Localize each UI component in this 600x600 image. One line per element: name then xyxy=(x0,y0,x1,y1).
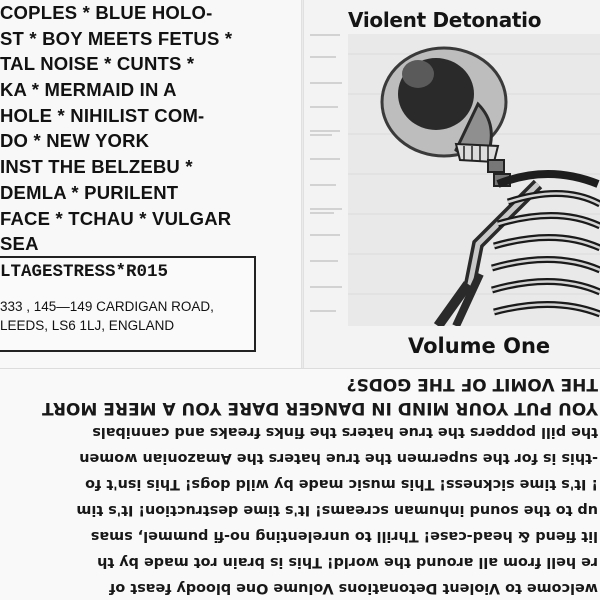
skeleton-artwork xyxy=(348,34,600,326)
band-list-line: FACE * TCHAU * VULGAR xyxy=(0,207,232,229)
liner-notes-panel xyxy=(0,368,600,600)
skeleton-illustration xyxy=(348,34,600,326)
band-list xyxy=(0,0,300,257)
liner-note-line: ! It's time sickness! This music made by wild dogs! This isn't fo xyxy=(85,476,598,492)
band-list-line: TAL NOISE * CUNTS * xyxy=(0,53,195,75)
band-list-line: DEMLA * PURILENT xyxy=(0,181,179,203)
cover-panel xyxy=(304,0,600,368)
liner-note-line: re hell from all around the world! This is brain rot made by th xyxy=(97,554,598,570)
label-catalog-name: LTAGESTRESS*R015 xyxy=(0,262,169,282)
liner-note-line: up to the sound inhuman screams! It's time destruction! It's tim xyxy=(76,502,598,518)
band-list-line: INST THE BELZEBU * xyxy=(0,156,193,178)
band-list-panel xyxy=(0,0,302,368)
liner-note-line: -this is for the supermen the true haters the Amazonian women xyxy=(79,450,598,466)
liner-note-line: the pill poppers the true haters the finks freaks and cannibals xyxy=(92,424,598,440)
label-address-line: 333 , 145—149 CARDIGAN ROAD, xyxy=(0,299,214,314)
band-list-line: KA * MERMAID IN A xyxy=(0,79,177,101)
label-info-box xyxy=(0,256,256,352)
liner-note-headline: THE VOMIT OF THE GODS? xyxy=(346,374,598,394)
liner-note-headline: YOU PUT YOUR MIND IN DANGER DARE YOU A MERE MORT xyxy=(42,398,598,418)
liner-note-line: welcome to Violent Detonations Volume One bloody feast of xyxy=(109,580,598,596)
volume-subtitle: Volume One xyxy=(408,334,551,358)
band-list-line: DO * NEW YORK xyxy=(0,130,150,152)
liner-notes-upside-down xyxy=(0,369,600,600)
band-list-line: COPLES * BLUE HOLO- xyxy=(0,2,213,23)
band-list-line: HOLE * NIHILIST COM- xyxy=(0,104,205,126)
liner-note-line: lit fiend & head-case! Thrill to unrelenting no-fi pummel, smas xyxy=(90,528,598,544)
band-list-line: SEA xyxy=(0,233,39,255)
label-address-line: LEEDS, LS6 1LJ, ENGLAND xyxy=(0,318,175,333)
show-through-text-texture xyxy=(306,30,346,330)
album-title: Violent Detonatio xyxy=(348,8,542,32)
band-list-line: ST * BOY MEETS FETUS * xyxy=(0,27,233,49)
label-address xyxy=(0,297,256,335)
